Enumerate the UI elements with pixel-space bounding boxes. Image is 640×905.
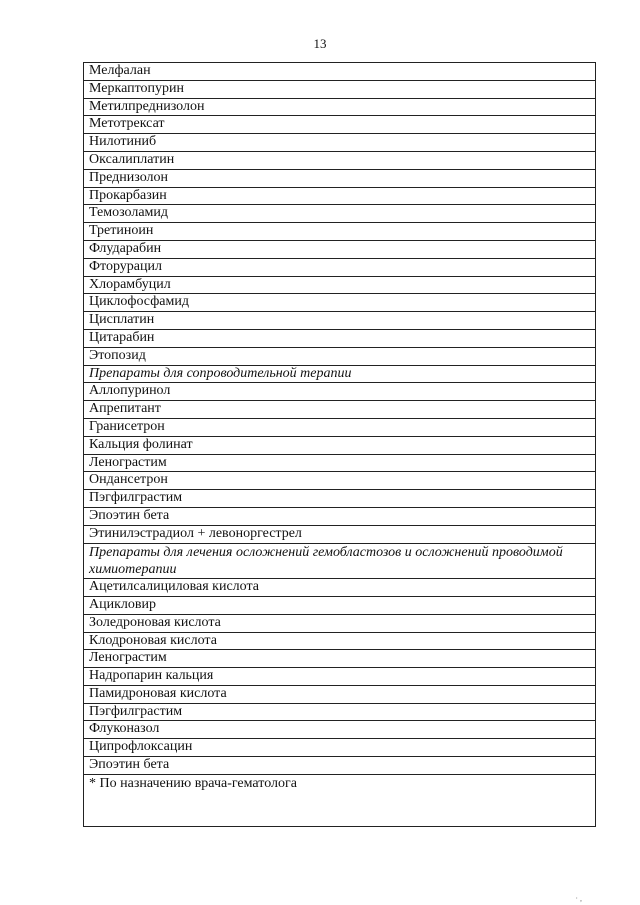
drug-row: Памидроновая кислота bbox=[84, 686, 595, 704]
section-heading-complications: Препараты для лечения осложнений гемобластозов и осложнений проводимой химиотерапии bbox=[84, 544, 595, 580]
drug-row: Меркаптопурин bbox=[84, 81, 595, 99]
drug-row: Фторурацил bbox=[84, 259, 595, 277]
drug-row: Апрепитант bbox=[84, 401, 595, 419]
drug-row: Метилпреднизолон bbox=[84, 99, 595, 117]
drug-table bbox=[83, 62, 596, 827]
drug-row: Цисплатин bbox=[84, 312, 595, 330]
drug-row: Надропарин кальция bbox=[84, 668, 595, 686]
footnote: * По назначению врача-гематолога bbox=[89, 775, 297, 791]
drug-row: Третиноин bbox=[84, 223, 595, 241]
drug-row: Эпоэтин бета bbox=[84, 757, 595, 775]
drug-row: Ондансетрон bbox=[84, 472, 595, 490]
drug-row: Пэгфилграстим bbox=[84, 490, 595, 508]
drug-row: Оксалиплатин bbox=[84, 152, 595, 170]
drug-row: Хлорамбуцил bbox=[84, 277, 595, 295]
drug-row: Флуконазол bbox=[84, 721, 595, 739]
drug-row: Этинилэстрадиол + левоноргестрел bbox=[84, 526, 595, 544]
drug-row: Цитарабин bbox=[84, 330, 595, 348]
section-heading-supportive: Препараты для сопроводительной терапии bbox=[84, 366, 595, 384]
drug-row: Аллопуринол bbox=[84, 383, 595, 401]
drug-row: Этопозид bbox=[84, 348, 595, 366]
drug-row: Ацетилсалициловая кислота bbox=[84, 579, 595, 597]
corner-mark: · , bbox=[575, 894, 582, 903]
page-number: 13 bbox=[313, 36, 327, 51]
drug-row: Флударабин bbox=[84, 241, 595, 259]
drug-row: Пэгфилграстим bbox=[84, 704, 595, 722]
drug-row: Метотрексат bbox=[84, 116, 595, 134]
drug-row: Ленограстим bbox=[84, 455, 595, 473]
drug-row: Гранисетрон bbox=[84, 419, 595, 437]
drug-row: Прокарбазин bbox=[84, 188, 595, 206]
drug-row: Золедроновая кислота bbox=[84, 615, 595, 633]
drug-row: Мелфалан bbox=[84, 63, 595, 81]
drug-row: Ципрофлоксацин bbox=[84, 739, 595, 757]
drug-row: Нилотиниб bbox=[84, 134, 595, 152]
drug-row: Эпоэтин бета bbox=[84, 508, 595, 526]
drug-row: Темозоламид bbox=[84, 205, 595, 223]
drug-row: Кальция фолинат bbox=[84, 437, 595, 455]
drug-row: Ацикловир bbox=[84, 597, 595, 615]
drug-row: Преднизолон bbox=[84, 170, 595, 188]
drug-row: Клодроновая кислота bbox=[84, 633, 595, 651]
drug-row: Ленограстим bbox=[84, 650, 595, 668]
drug-row: Циклофосфамид bbox=[84, 294, 595, 312]
